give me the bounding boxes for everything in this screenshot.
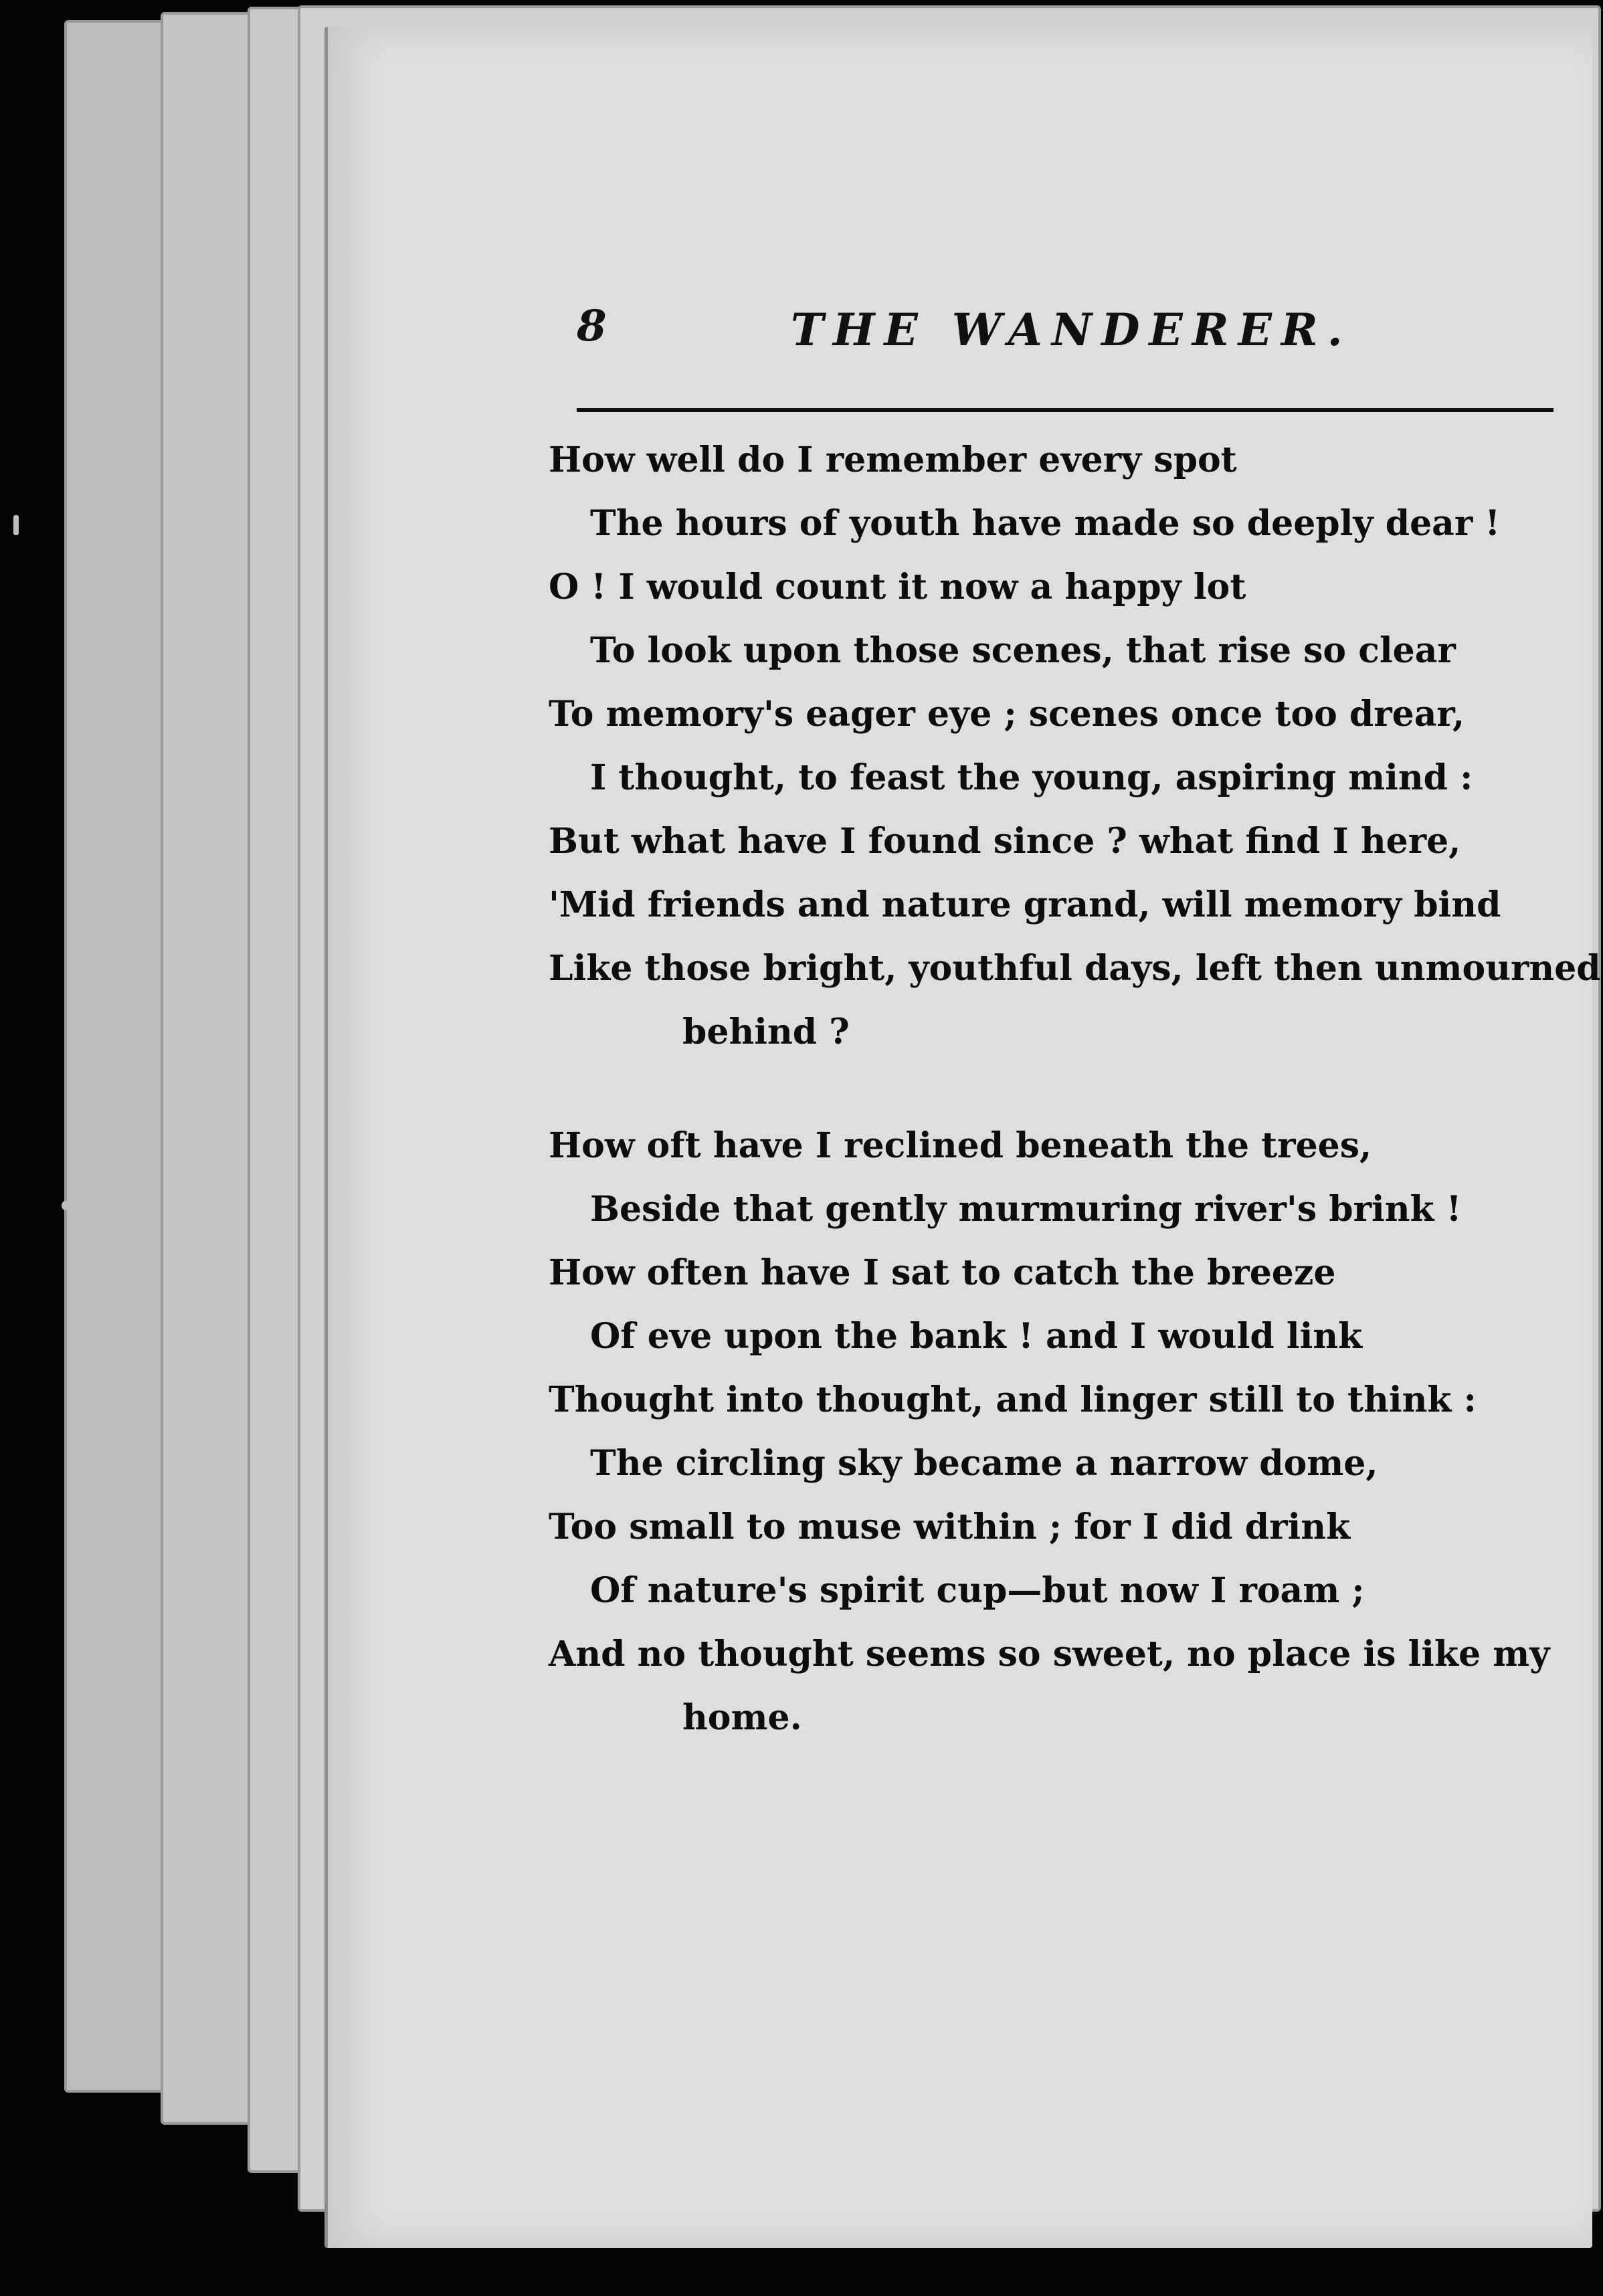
page-number: 8 [577,301,607,351]
stanza [549,428,1601,1064]
verse-line: To memory's eager eye ; scenes once too drear, [549,694,1465,735]
scan-speck [13,515,19,535]
verse-line: Of eve upon the bank ! and I would link [590,1316,1363,1357]
stanza [549,1114,1592,1749]
verse-line: And no thought seems so sweet, no place is like my [549,1634,1550,1675]
verse-line: How often have I sat to catch the breeze [549,1252,1336,1293]
running-title: THE WANDERER. [791,304,1352,356]
verse-line: Too small to muse within ; for I did drink [549,1507,1351,1547]
verse-line: O ! I would count it now a happy lot [549,567,1246,607]
scan-speck [62,1201,70,1210]
verse-line: behind ? [682,1012,850,1052]
poem [549,428,1601,1749]
verse-line: The circling sky became a narrow dome, [590,1443,1378,1484]
verse-line: Like those bright, youthful days, left then unmourned [549,948,1601,989]
verse-line: But what have I found since ? what find I here, [549,821,1461,862]
verse-line: The hours of youth have made so deeply dear ! [590,503,1501,544]
running-head [577,294,1553,368]
verse-line: home. [682,1697,802,1738]
verse-line: Thought into thought, and linger still to think : [549,1379,1477,1420]
page [324,27,1601,2248]
verse-line: Beside that gently murmuring river's brink ! [590,1189,1462,1230]
header-rule [577,408,1553,412]
verse-line: How oft have I reclined beneath the trees, [549,1125,1372,1166]
verse-line: 'Mid friends and nature grand, will memory bind [549,884,1501,925]
verse-line: How well do I remember every spot [549,440,1237,480]
verse-line: Of nature's spirit cup—but now I roam ; [590,1570,1365,1611]
verse-line: I thought, to feast the young, aspiring mind : [590,757,1473,798]
verse-line: To look upon those scenes, that rise so clear [590,630,1456,671]
